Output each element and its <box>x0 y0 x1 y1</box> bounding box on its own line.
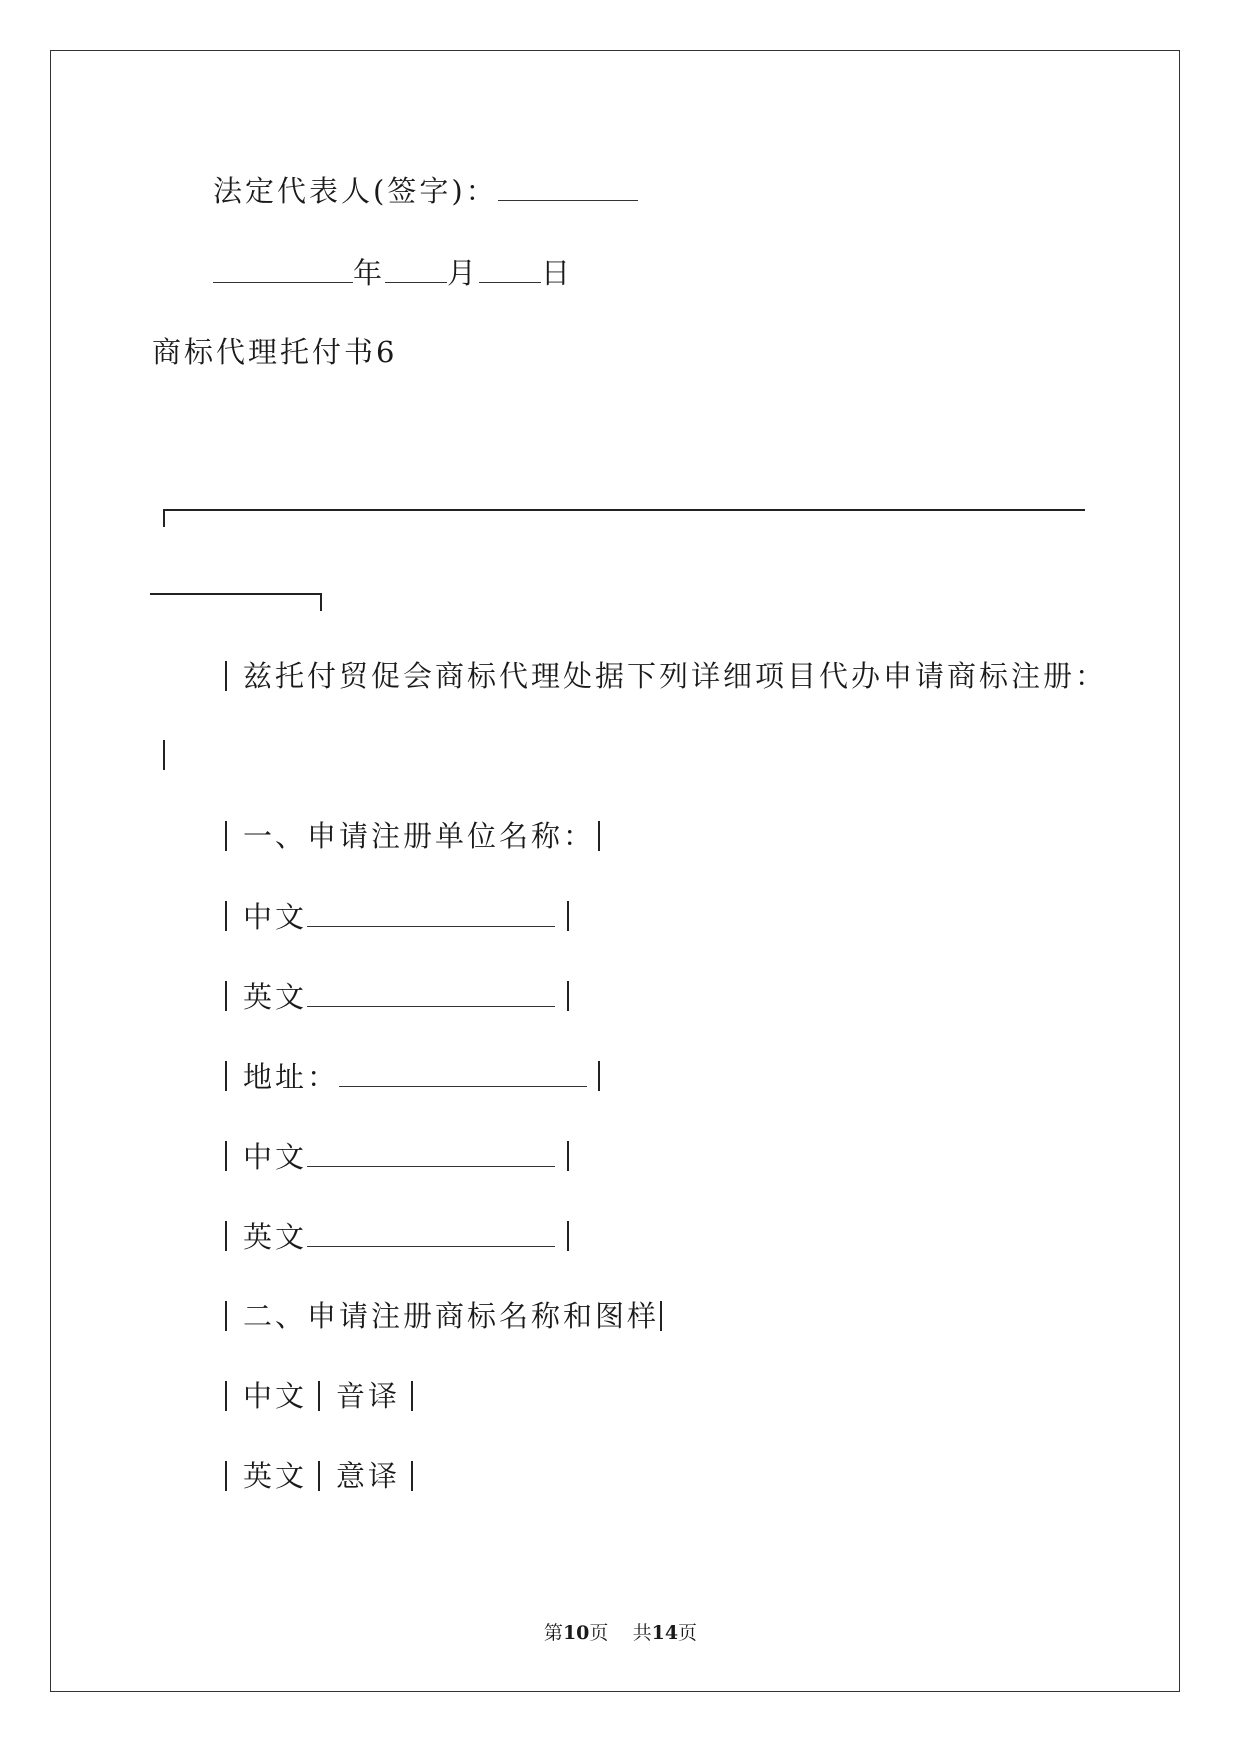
cell-border <box>225 1301 227 1331</box>
cell-border <box>225 821 227 851</box>
cell-border <box>225 901 227 931</box>
page-number: 10 <box>562 1622 590 1644</box>
footer-page-suffix: 页 <box>589 1622 609 1644</box>
footer-total-suffix: 页 <box>678 1622 698 1644</box>
year-label: 年 <box>353 256 386 290</box>
address-label: 地址： <box>243 1060 340 1094</box>
section1-title: 一、申请注册单位名称： <box>243 819 596 853</box>
year-blank[interactable] <box>213 254 353 283</box>
addr-cn-label: 中文 <box>243 1140 308 1174</box>
cell-border <box>225 981 227 1011</box>
date-line <box>213 254 573 291</box>
cell-border <box>163 740 165 770</box>
cell-border <box>598 1061 600 1091</box>
table-top-corner <box>163 509 165 527</box>
signature-blank[interactable] <box>498 172 638 201</box>
table-bottom-corner <box>320 593 322 611</box>
cell-border <box>318 1381 320 1411</box>
page-total: 14 <box>651 1622 679 1644</box>
cell-border <box>225 1141 227 1171</box>
mark-en-label: 英文 <box>243 1459 308 1493</box>
cell-border <box>225 1381 227 1411</box>
name-en-row <box>243 978 555 1015</box>
cell-border <box>411 1381 413 1411</box>
name-en-blank[interactable] <box>307 978 555 1007</box>
footer-total-prefix: 共 <box>632 1622 652 1644</box>
table-bottom-rule <box>150 593 322 595</box>
name-cn-blank[interactable] <box>307 898 555 927</box>
intro-text: 兹托付贸促会商标代理处据下列详细项目代办申请商标注册： <box>243 659 1108 693</box>
cell-border <box>225 1061 227 1091</box>
cell-border <box>318 1461 320 1491</box>
signature-label: 法定代表人(签字)： <box>213 174 498 208</box>
cell-border <box>225 1461 227 1491</box>
name-cn-label: 中文 <box>243 900 308 934</box>
transliteration-label: 音译 <box>336 1379 401 1413</box>
addr-en-blank[interactable] <box>307 1218 555 1247</box>
footer-prefix: 第 <box>543 1622 563 1644</box>
day-label: 日 <box>541 256 574 290</box>
addr-en-label: 英文 <box>243 1220 308 1254</box>
cell-border <box>225 1221 227 1251</box>
day-blank[interactable] <box>479 254 541 283</box>
page-footer <box>0 1621 1241 1645</box>
cell-border <box>567 1141 569 1171</box>
cell-border <box>411 1461 413 1491</box>
addr-cn-row <box>243 1138 555 1175</box>
month-label: 月 <box>447 256 480 290</box>
address-row <box>243 1058 587 1095</box>
cell-border <box>567 981 569 1011</box>
cell-border <box>567 1221 569 1251</box>
name-en-label: 英文 <box>243 980 308 1014</box>
month-blank[interactable] <box>385 254 447 283</box>
table-top-rule <box>163 509 1085 511</box>
cell-border <box>598 821 600 851</box>
address-blank[interactable] <box>339 1058 587 1087</box>
addr-en-row <box>243 1218 555 1255</box>
name-cn-row <box>243 898 555 935</box>
signature-line <box>213 172 638 209</box>
cell-border <box>660 1301 662 1331</box>
cell-border <box>225 661 227 691</box>
translation-label: 意译 <box>336 1459 401 1493</box>
cell-border <box>567 901 569 931</box>
mark-cn-label: 中文 <box>243 1379 308 1413</box>
section2-title: 二、申请注册商标名称和图样 <box>243 1299 660 1333</box>
document-heading: 商标代理托付书6 <box>152 335 398 369</box>
addr-cn-blank[interactable] <box>307 1138 555 1167</box>
page-border <box>50 50 1180 1692</box>
